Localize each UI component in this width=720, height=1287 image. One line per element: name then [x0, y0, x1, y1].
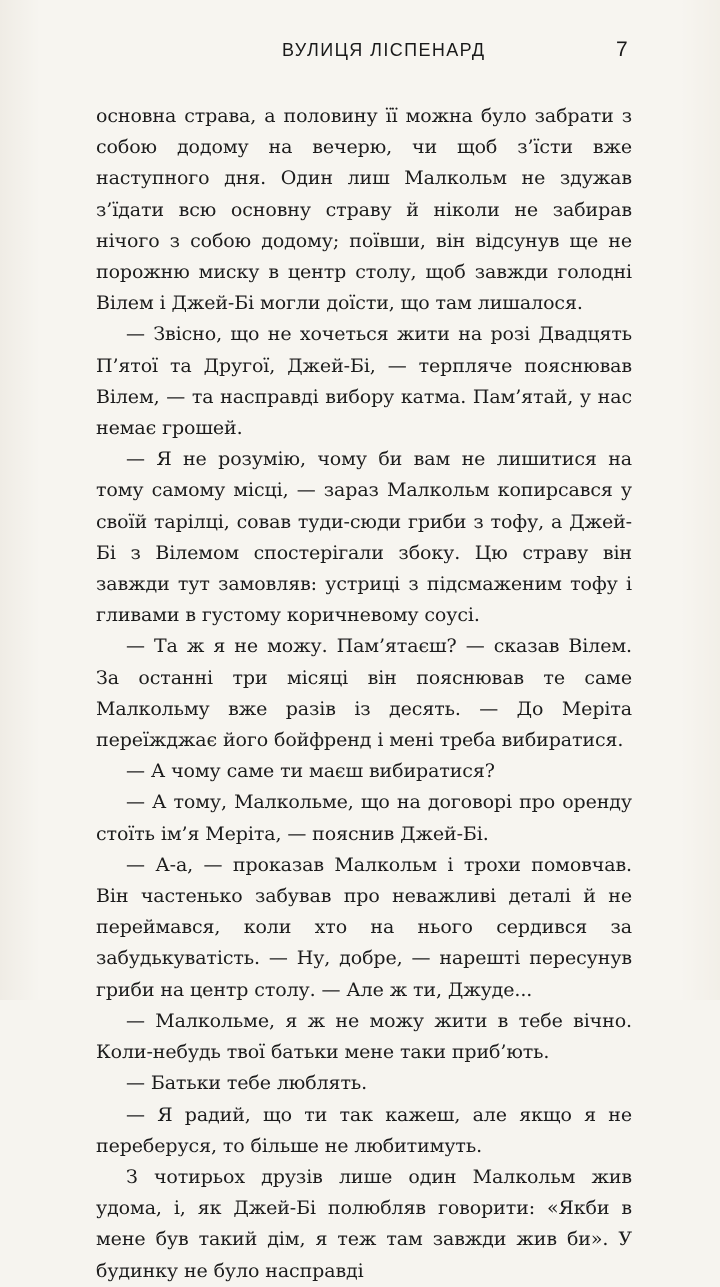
paragraph: — Звісно, що не хочеться жити на розі Двадцять П’ятої та Другої, Джей-Бі, — терпляче пояснював Вілем, — та насправді вибору катма. Пам’ятай, у нас немає грошей.	[96, 323, 632, 440]
paragraph: З чотирьох друзів лише один Малкольм жив удома, і, як Джей-Бі полюбляв говорити: «Якби в мене був такий дім, я теж там завжди жив би». У будинку не було насправді	[96, 1165, 632, 1282]
paragraph: — А-а, — проказав Малкольм і трохи помовчав. Він частенько забував про неважливі деталі й не переймався, коли хто на нього сердився за забудькуватість. — Ну, добре, — нарешті пересунув гриби на центр столу. — Але ж ти, Джуде...	[96, 853, 632, 1001]
paragraph: — Батьки тебе люблять.	[126, 1072, 368, 1095]
body-text	[96, 101, 632, 1287]
page-number: 7	[616, 38, 628, 61]
paragraph: — А тому, Малкольме, що на договорі про оренду стоїть ім’я Меріта, — пояснив Джей-Бі.	[96, 791, 632, 845]
paragraph: — Малкольме, я ж не можу жити в тебе вічно. Коли-небудь твої батьки мене таки приб’ють.	[96, 1009, 632, 1064]
paragraph: — Я радий, що ти так кажеш, але якщо я не переберуся, то більше не любитимуть.	[96, 1103, 632, 1157]
paragraph: — А чому саме ти маєш вибиратися?	[126, 760, 495, 783]
paragraph: основна страва, а половину її можна було забрати з собою додому на вечерю, чи щоб з’їсти вже наступного дня. Один лиш Малкольм не здужав з’їдати всю основну страву й ніколи не забирав нічого з собою додому; поївши, він відсунув ще не порожню миску в центр столу, щоб завжди голодні Вілем і Джей-Бі могли доїсти, що там лишалося.	[96, 105, 632, 315]
running-title: ВУЛИЦЯ ЛІСПЕНАРД	[282, 40, 486, 60]
paragraph: — Я не розумію, чому би вам не лишитися на тому самому місці, — зараз Малкольм копирсався у своїй тарілці, совав туди-сюди гриби з тофу, а Джей-Бі з Вілемом спостерігали збоку. Цю страву він завжди тут замовляв: устриці з підсмаженим тофу і гливами в густому коричневому соусі.	[96, 448, 632, 627]
paragraph: — Та ж я не можу. Пам’ятаєш? — сказав Вілем. За останні три місяці він пояснював те саме Малкольму вже разів із десять. — До Меріта переїжджає його бойфренд і мені треба вибиратися.	[96, 635, 632, 752]
